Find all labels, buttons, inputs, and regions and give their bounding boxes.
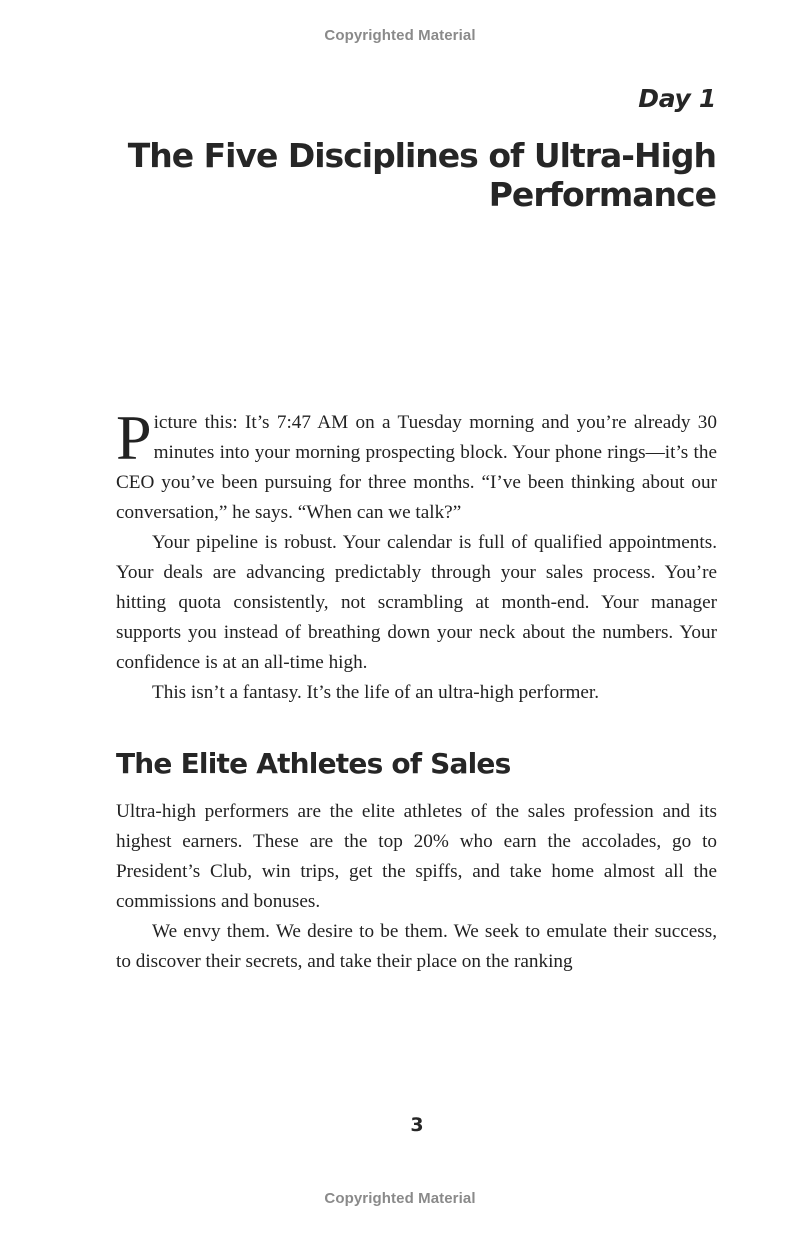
section-heading: The Elite Athletes of Sales (116, 747, 511, 780)
chapter-title: The Five Disciplines of Ultra-High Performance (127, 136, 716, 214)
drop-cap: P (116, 402, 152, 473)
copyright-watermark-top: Copyrighted Material (324, 27, 476, 44)
intro-paragraph-3: This isn’t a fantasy. It’s the life of an ultra-high performer. (152, 682, 600, 703)
chapter-label: Day 1 (638, 84, 716, 113)
page-number: 3 (410, 1114, 424, 1136)
elite-athletes-section (116, 797, 717, 977)
intro-paragraph-1 (116, 402, 717, 528)
intro-paragraph-2: Your pipeline is robust. Your calendar is full of qualified appointments. Your deals are advancing predictably through your sales process. You’re hitting quota consistently, not scrambling at month-end. Your manager supports you instead of breathing down your neck about the numbers. Your confidence is at an all-time high. (116, 532, 717, 673)
intro-section (116, 402, 717, 708)
copyright-watermark-bottom: Copyrighted Material (324, 1190, 476, 1207)
section-paragraph-1: Ultra-high performers are the elite athletes of the sales profession and its highest earners. These are the top 20% who earn the accolades, go to President’s Club, win trips, get the spiffs, and take home almost all the commissions and bonuses. (116, 801, 717, 912)
intro-paragraph-1-text: icture this: It’s 7:47 AM on a Tuesday morning and you’re already 30 minutes into your morning prospecting block. Your phone rings—it’s the CEO you’ve been pursuing for three months. “I’ve been thinking about our conversation,” he says. “When can we talk?” (116, 412, 717, 523)
section-paragraph-2: We envy them. We desire to be them. We seek to emulate their success, to discover their secrets, and take their place on the ranking (116, 921, 717, 972)
